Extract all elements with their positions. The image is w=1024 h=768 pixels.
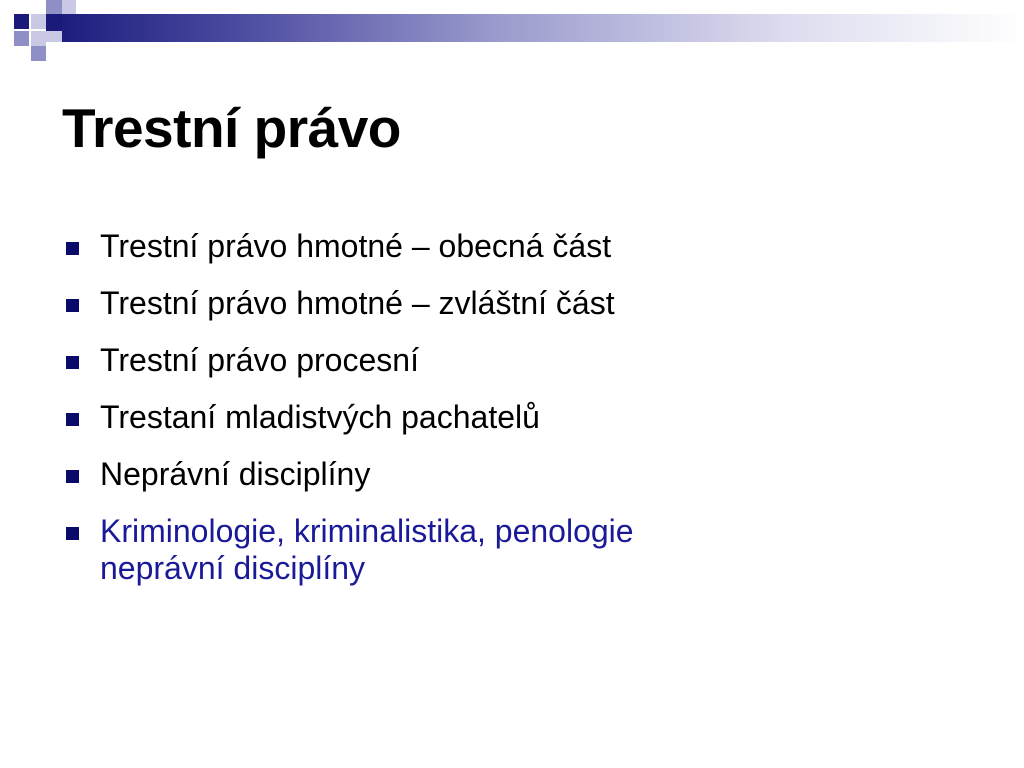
header-gradient-bar — [62, 14, 1024, 42]
decoration-square — [46, 31, 62, 42]
bullet-text: Kriminologie, kriminalistika, penologie — [100, 513, 634, 549]
bullet-text: Trestní právo hmotné – zvláštní část — [100, 285, 615, 321]
decoration-square — [31, 14, 46, 29]
decoration-square — [14, 31, 29, 46]
bullet-text: Neprávní disciplíny — [100, 456, 371, 492]
slide-title: Trestní právo — [62, 97, 401, 159]
bullet-text-continuation: neprávní disciplíny — [100, 550, 366, 586]
square-bullet-icon — [66, 299, 79, 312]
decoration-square — [46, 14, 62, 31]
decoration-square — [31, 46, 46, 61]
decoration-square — [46, 0, 62, 14]
bullet-text: Trestní právo procesní — [100, 342, 419, 378]
decoration-square — [62, 0, 76, 14]
square-bullet-icon — [66, 527, 79, 540]
decoration-square — [31, 31, 46, 46]
bullet-item — [62, 228, 962, 265]
square-bullet-icon — [66, 242, 79, 255]
bullet-item — [62, 456, 962, 493]
square-bullet-icon — [66, 356, 79, 369]
bullet-text: Trestní právo hmotné – obecná část — [100, 228, 612, 264]
bullet-item — [62, 342, 962, 379]
bullet-item — [62, 399, 962, 436]
square-bullet-icon — [66, 470, 79, 483]
bullet-item — [62, 285, 962, 322]
bullet-list — [62, 228, 962, 607]
decoration-square — [14, 14, 29, 29]
square-bullet-icon — [66, 413, 79, 426]
bullet-item-highlighted — [62, 513, 962, 587]
bullet-text: Trestaní mladistvých pachatelů — [100, 399, 540, 435]
